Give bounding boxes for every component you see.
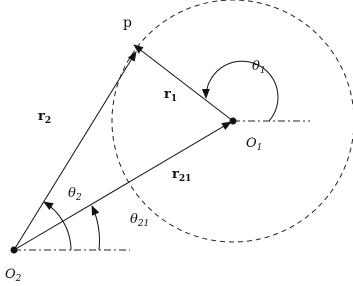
label-o1: $O_1$ (246, 136, 263, 153)
vector-r1 (134, 45, 233, 121)
theta21-arc (92, 206, 99, 250)
point-o1 (230, 118, 237, 125)
label-p: p (123, 15, 132, 31)
point-o2 (11, 247, 18, 254)
label-theta21: $\theta_{21}$ (130, 212, 150, 229)
label-theta2: $\theta_2$ (68, 186, 82, 203)
label-o2: $O_2$ (5, 267, 22, 284)
theta2-arc (44, 202, 71, 250)
theta1-arc (206, 61, 278, 121)
label-r2: $r_2$ (38, 109, 52, 126)
vector-r21 (14, 122, 231, 250)
label-theta1: $\theta_1$ (252, 59, 266, 76)
label-r21: $r_{21}$ (172, 167, 192, 184)
vector-r2 (14, 52, 136, 250)
label-r1: $r_1$ (164, 87, 178, 104)
